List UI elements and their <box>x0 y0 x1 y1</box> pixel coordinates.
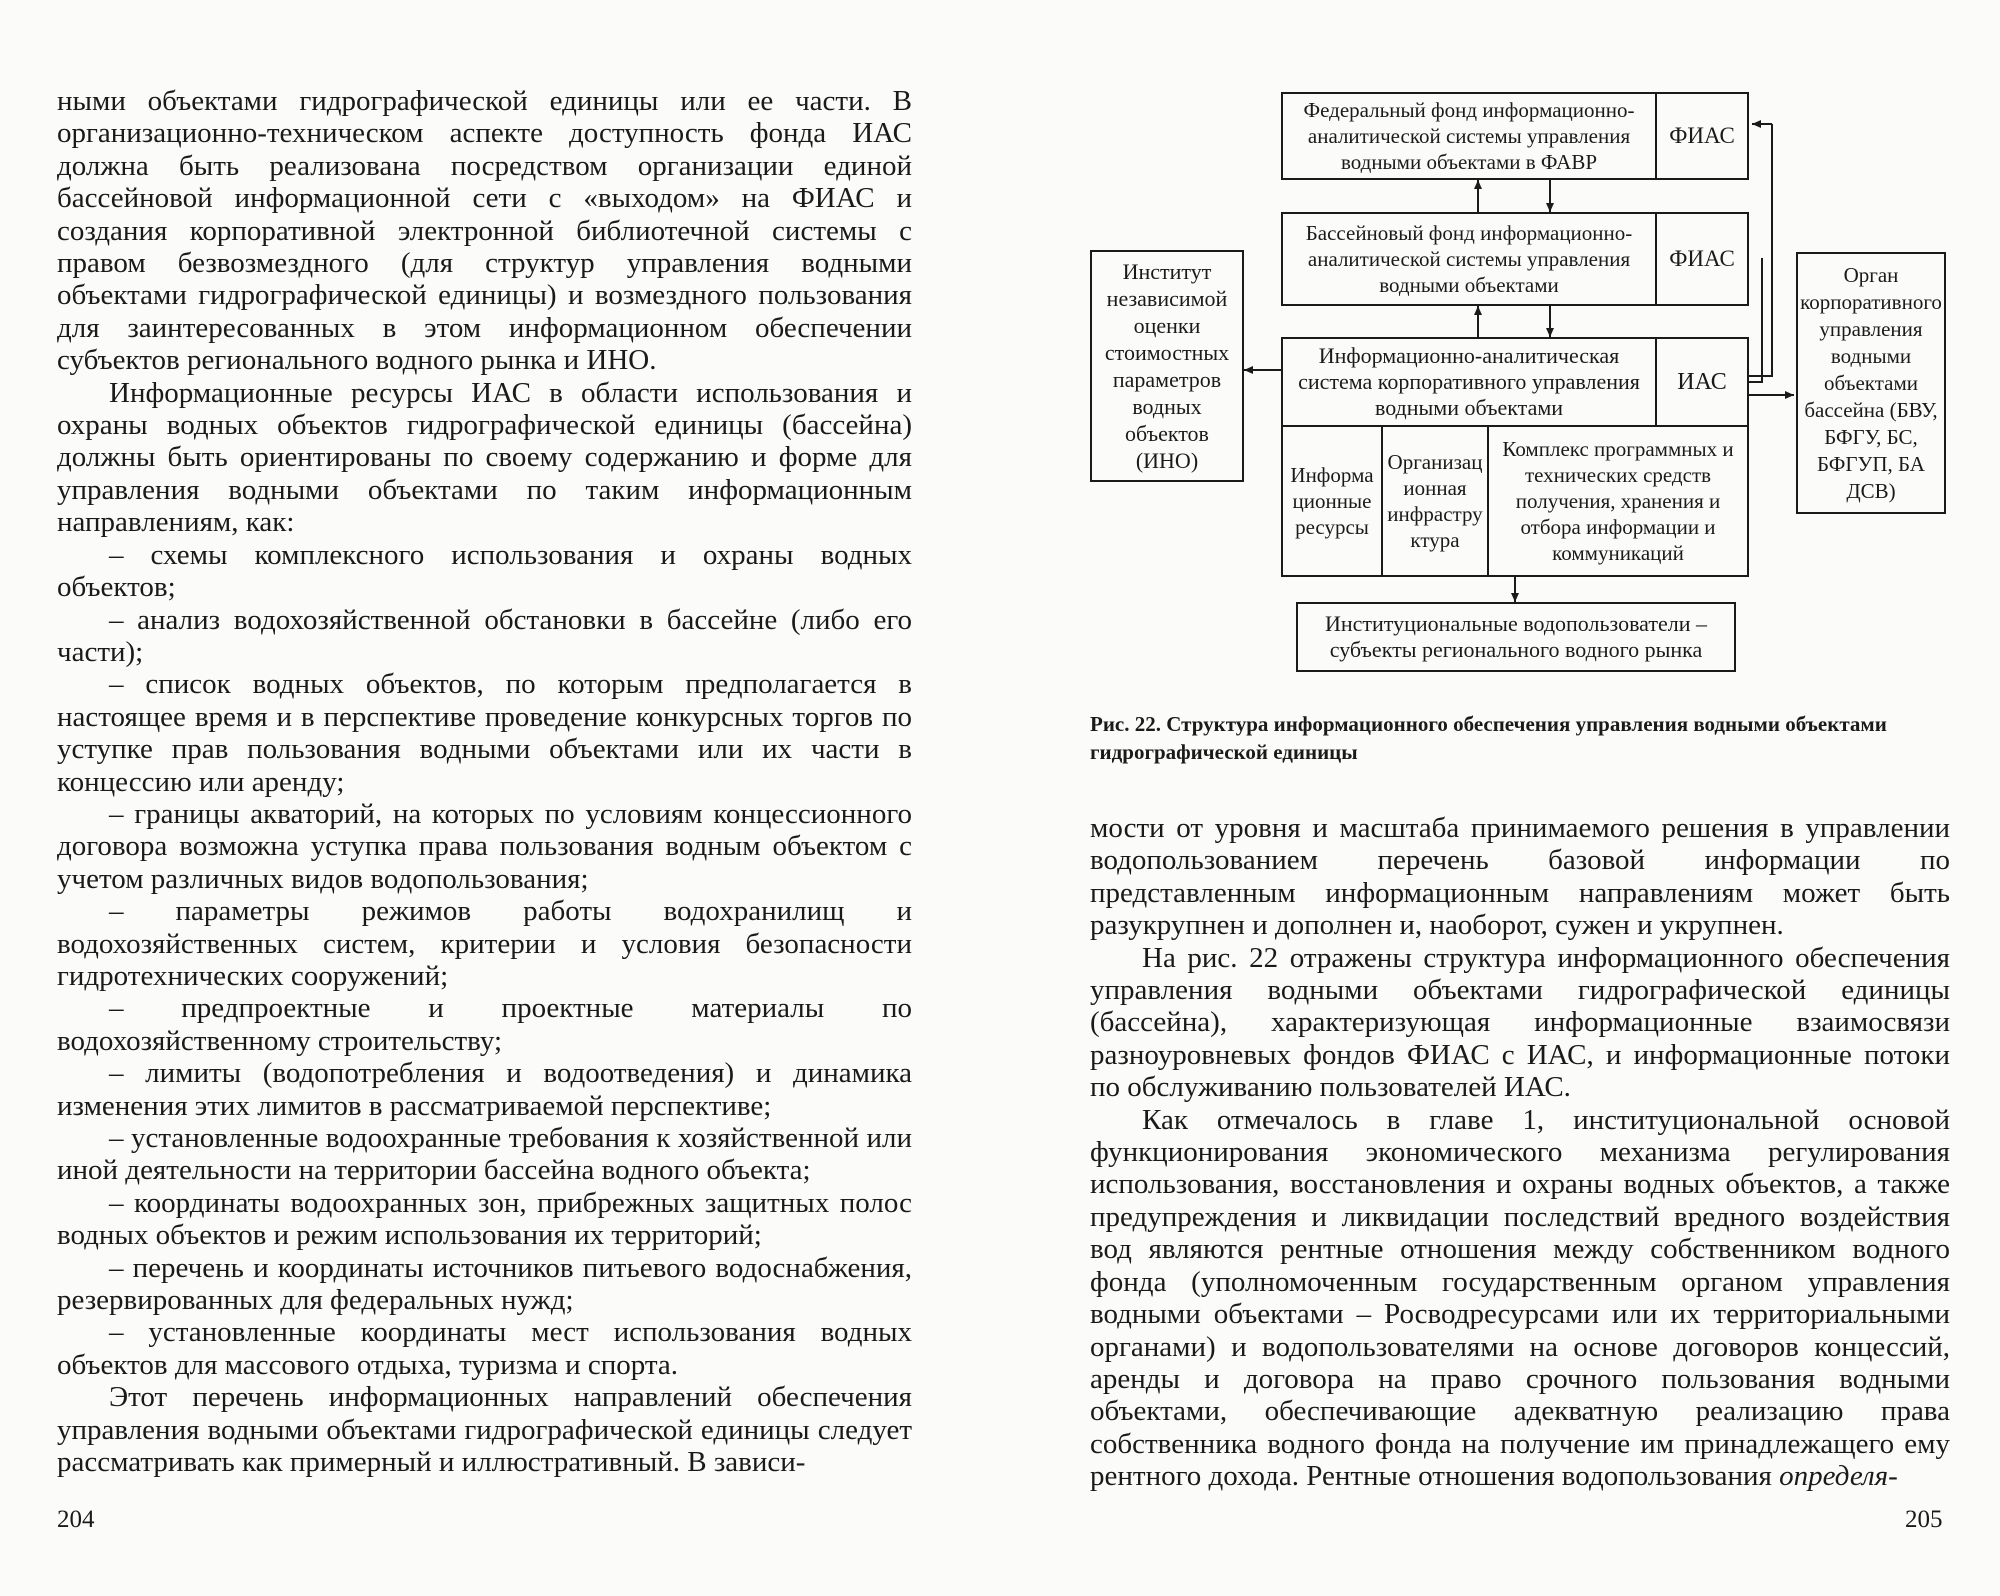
list-item: – предпроектные и проектные материалы по водохозяйственному строительству; <box>57 992 912 1057</box>
list-item: – установленные координаты мест использования водных объектов для массового отдыха, туризма и спорта. <box>57 1316 912 1381</box>
federal-fund-label: Федеральный фонд информационно-аналитической системы управления водными объектами в ФАВР <box>1303 98 1635 174</box>
list-item: – перечень и координаты источников питьевого водоснабжения, резервированных для федеральных нужд; <box>57 1251 912 1317</box>
page-number: 205 <box>1905 1506 1943 1533</box>
basin-fund-tag-label: ФИАС <box>1669 246 1735 271</box>
italic-word: определя- <box>1779 1460 1898 1493</box>
paragraph: На рис. 22 отражены структура информационного обеспечения управления водными объектами гидрографической единицы (бассейна), характеризующая информационные взаимосвязи разноуровневых фондов ФИАС с ИАС, и информационные потоки по обслуживанию пользователей ИАС. <box>1090 941 1950 1104</box>
institute-label: Институт независимой оценки стоимостных параметров водных объектов (ИНО) <box>1104 259 1230 473</box>
ias-label: Информационно-аналитическая система корпоративного управления водными объектами <box>1298 343 1640 420</box>
infrastructure-label: Организационная инфраструктура <box>1387 450 1483 552</box>
paragraph: ными объектами гидрографической единицы или ее части. В организационно-техническом аспекте доступность фонда ИАС должна быть реализована посредством организации единой бассейновой информационной сети с «выходом» на ФИАС и создания корпоративной электронной библиотечной системы с правом безвозмездного (для структур управления водными объектами гидрографической единицы) и возмездного пользования для заинтересованных в этом информационном обеспечении субъектов регионального водного рынка и ИНО. <box>57 85 912 377</box>
organ-label: Орган корпоративного управления водными объектами бассейна (БВУ, БФГУ, БС, БФГУП, БА ДСВ) <box>1800 262 1942 503</box>
list-item: – список водных объектов, по которым предполагается в настоящее время и в перспективе проведение конкурсных торгов по уступке прав пользования водными объектами или их части в концессию или аренду; <box>57 668 912 798</box>
list-item: – параметры режимов работы водохранилищ и водохозяйственных систем, критерии и условия безопасности гидротехнических сооружений; <box>57 895 912 992</box>
federal-fund-tag-label: ФИАС <box>1669 123 1735 148</box>
right-page-text <box>1090 812 1950 1493</box>
basin-fund-label: Бассейновый фонд информационно-аналитической системы управления водными объектами <box>1305 221 1633 297</box>
paragraph <box>1090 1104 1950 1493</box>
list-item: – координаты водоохранных зон, прибрежных защитных полос водных объектов и режим использования их территорий; <box>57 1186 912 1252</box>
paragraph: мости от уровня и масштаба принимаемого решения в управлении водопользованием перечень базовой информации по представленным информационным направлениям может быть разукрупнен и дополнен и, наоборот, сужен и укрупнен. <box>1090 812 1950 942</box>
list-item: – границы акваторий, на которых по условиям концессионного договора возможна уступка права пользования водным объектом с учетом различных видов водопользования; <box>57 797 912 895</box>
paragraph: Этот перечень информационных направлений обеспечения управления водными объектами гидрографической единицы следует рассматривать как примерный и иллюстративный. В зависи- <box>57 1381 912 1479</box>
paragraph: Информационные ресурсы ИАС в области использования и охраны водных объектов гидрографической единицы (бассейна) должны быть ориентированы по своему содержанию и форме для управления водными объектами по таким информационным направлениям, как: <box>57 376 912 539</box>
hardware-software-label: Комплекс программных и технических средств получения, хранения и отбора информации и коммуникаций <box>1502 437 1734 565</box>
paragraph-text: Как отмечалось в главе 1, институциональной основой функционирования экономического механизма регулирования использования, восстановления и охраны водных объектов, а также предупреждения и ликвидации последствий вредного воздействия вод являются рентные отношения между собственником водного фонда (уполномоченным государственным органом управления водными объектами – Росводресурсами или их территориальными органами) и водопользователями на основе договоров концессий, аренды и договора на право срочного пользования водными объектами, обеспечивающие адекватную реализацию права собственника водного фонда на получение им принадлежащего ему рентного дохода. Рентные отношения водопользования <box>1090 1103 1950 1493</box>
list-item: – лимиты (водопотребления и водоотведения) и динамика изменения этих лимитов в рассматриваемой перспективе; <box>57 1057 912 1122</box>
page-number: 204 <box>57 1506 95 1533</box>
list-item: – анализ водохозяйственной обстановки в бассейне (либо его части); <box>57 603 912 668</box>
figure-caption: Рис. 22. Структура информационного обеспечения управления водными объектами гидрографической единицы <box>1090 712 1887 764</box>
list-item: – установленные водоохранные требования к хозяйственной или иной деятельности на территории бассейна водного объекта; <box>57 1122 912 1187</box>
ias-tag-label: ИАС <box>1677 369 1727 395</box>
users-label: Институциональные водопользователи – субъекты регионального водного рынка <box>1324 611 1708 662</box>
resources-label: Информационные ресурсы <box>1290 463 1374 539</box>
list-item: – схемы комплексного использования и охраны водных объектов; <box>57 538 912 604</box>
